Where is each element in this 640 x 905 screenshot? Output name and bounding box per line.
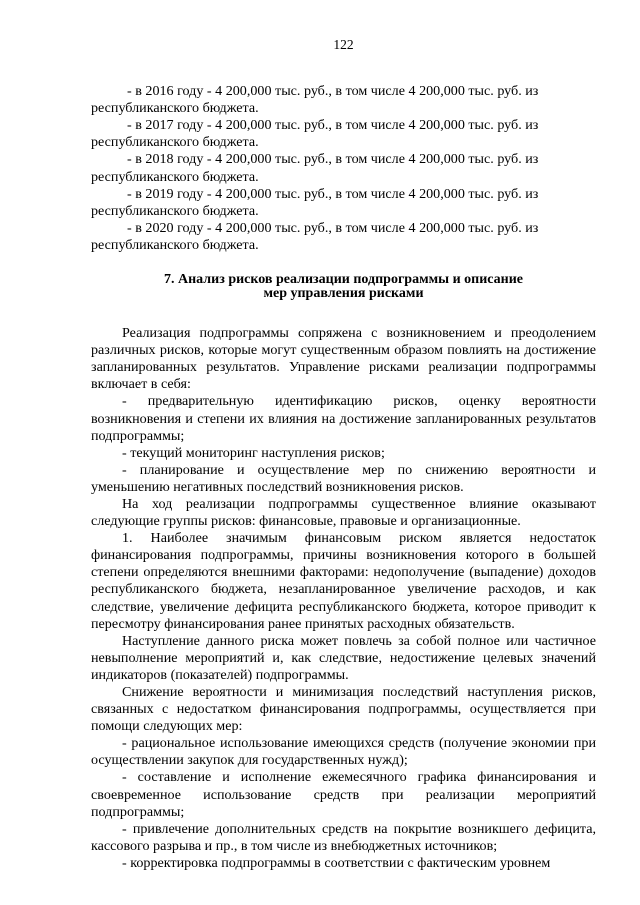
section-heading (91, 273, 596, 301)
bullet-item: - предварительную идентификацию рисков, оценку вероятности возникновения и степени их влияния на достижение запланированных результатов подпрограммы; (91, 393, 596, 444)
page-number: 122 (333, 37, 354, 52)
funding-item-2018: - в 2018 году - 4 200,000 тыс. руб., в том числе 4 200,000 тыс. руб. из (127, 151, 539, 168)
section-heading-line2: мер управления рисками (263, 286, 424, 302)
bullet-item: - планирование и осуществление мер по снижению вероятности и уменьшению негативных последствий возникновения рисков. (91, 461, 596, 495)
paragraph: Наступление данного риска может повлечь за собой полное или частичное невыполнение мероприятий и, как следствие, недостижение целевых значений индикаторов (показателей) подпрограммы. (91, 632, 596, 683)
funding-item-2020: - в 2020 году - 4 200,000 тыс. руб., в том числе 4 200,000 тыс. руб. из (127, 219, 539, 236)
bullet-item: - привлечение дополнительных средств на покрытие возникшего дефицита, кассового разрыва и пр., в том числе из внебюджетных источников; (91, 820, 596, 854)
funding-item-2019: - в 2019 году - 4 200,000 тыс. руб., в том числе 4 200,000 тыс. руб. из (127, 185, 539, 202)
funding-item-2020-source: республиканского бюджета. (91, 236, 259, 253)
funding-item-2019-source: республиканского бюджета. (91, 202, 259, 219)
funding-item-2016: - в 2016 году - 4 200,000 тыс. руб., в том числе 4 200,000 тыс. руб. из (127, 83, 539, 100)
section-body (91, 325, 596, 872)
section-heading-line1: 7. Анализ рисков реализации подпрограммы и описание (163, 272, 524, 288)
paragraph: Снижение вероятности и минимизация последствий наступления рисков, связанных с недостатком финансирования подпрограммы, осуществляется при помощи следующих мер: (91, 684, 596, 735)
bullet-item: - текущий мониторинг наступления рисков; (122, 444, 385, 461)
bullet-item: - корректировка подпрограммы в соответствии с фактическим уровнем (122, 854, 551, 871)
paragraph: Реализация подпрограммы сопряжена с возникновением и преодолением различных рисков, которые могут существенным образом повлиять на достижение запланированных результатов. Управление рисками реализации подпрограммы включает в себя: (91, 325, 596, 393)
bullet-item: - составление и исполнение ежемесячного графика финансирования и своевременное использование средств при реализации мероприятий подпрограммы; (91, 769, 596, 820)
funding-list (91, 83, 596, 254)
funding-item-2017-source: республиканского бюджета. (91, 134, 259, 151)
paragraph: На ход реализации подпрограммы существенное влияние оказывают следующие группы рисков: финансовые, правовые и организационные. (91, 495, 596, 530)
funding-item-2016-source: республиканского бюджета. (91, 100, 259, 117)
funding-item-2018-source: республиканского бюджета. (91, 168, 259, 185)
paragraph: 1. Наиболее значимым финансовым риском является недостаток финансирования подпрограммы, причины возникновения которого в большей степени определяются внешними факторами: недополучение (выпадение) доходов республиканского бюджета, незапланированное увеличение расходов, и как следствие, увеличение дефицита республиканского бюджета, которое приводит к пересмотру финансирования ранее принятых расходных обязательств. (91, 530, 596, 632)
funding-item-2017: - в 2017 году - 4 200,000 тыс. руб., в том числе 4 200,000 тыс. руб. из (127, 117, 539, 134)
bullet-item: - рациональное использование имеющихся средств (получение экономии при осуществлении закупок для государственных нужд); (91, 735, 596, 769)
